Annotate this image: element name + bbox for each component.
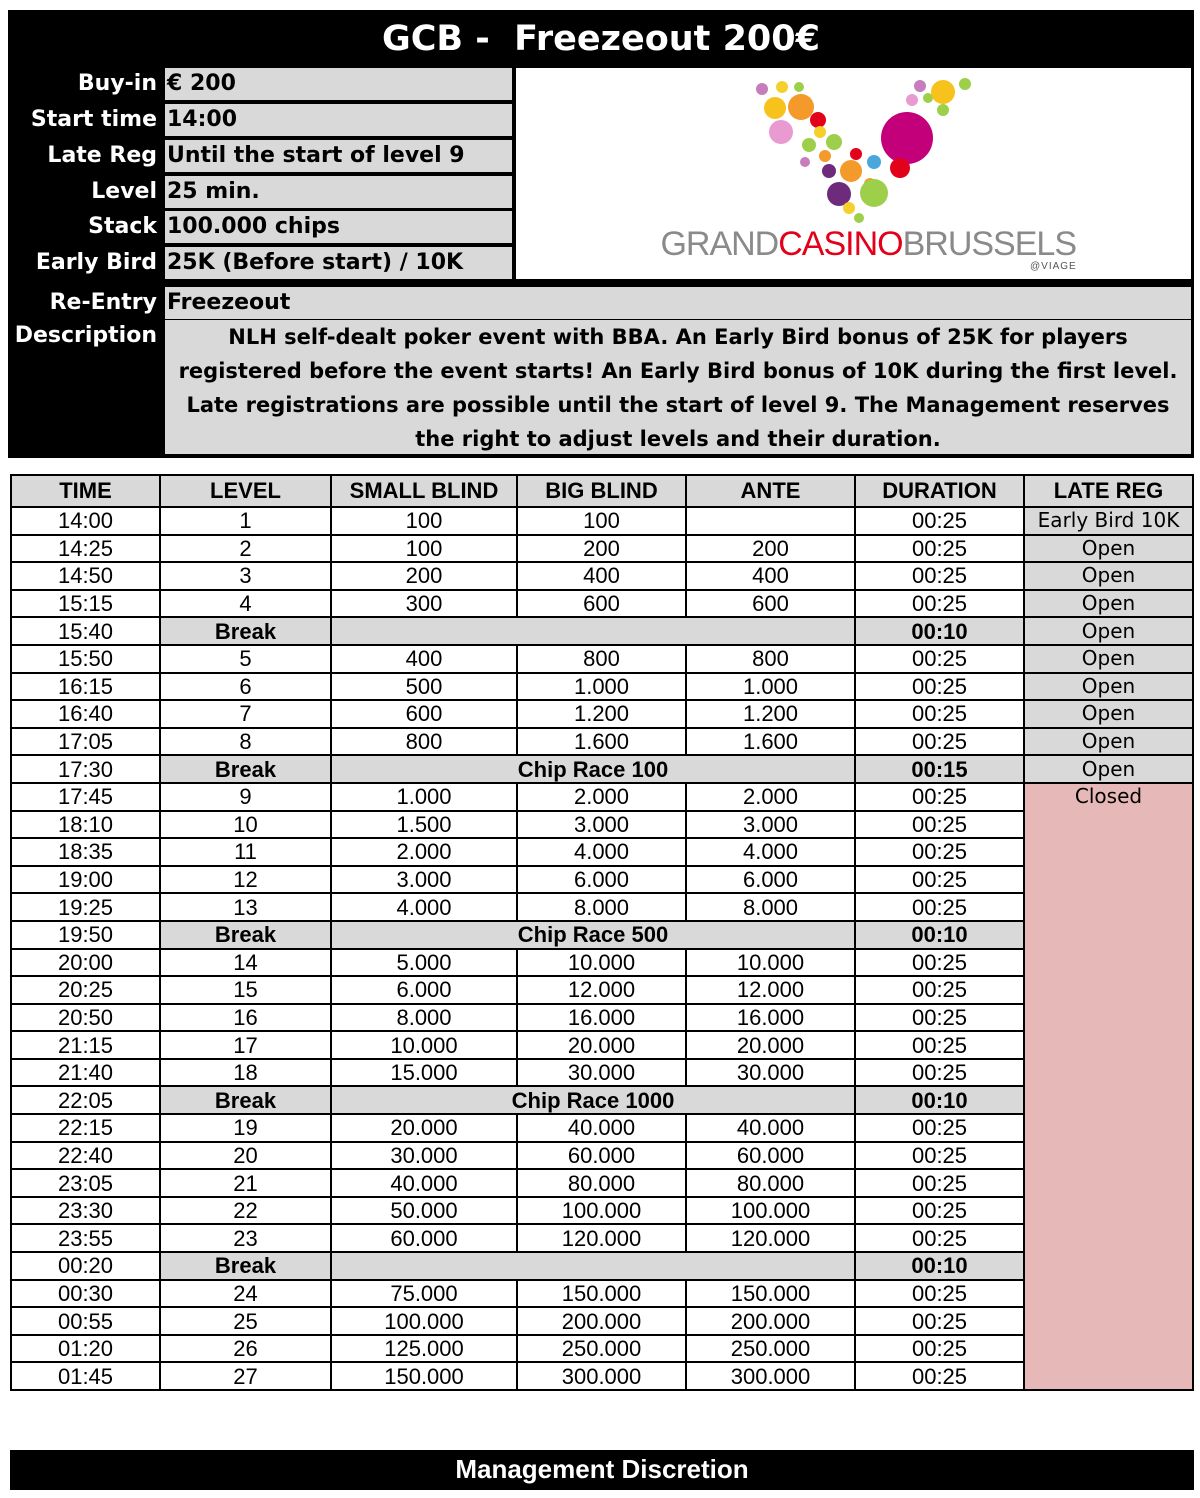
break-row <box>11 1086 1193 1114</box>
level-row <box>11 700 1193 728</box>
big-blind-cell: 4.000 <box>517 838 686 866</box>
ante-cell: 4.000 <box>686 838 855 866</box>
time-cell: 15:50 <box>11 645 160 673</box>
level-row <box>11 507 1193 535</box>
duration-cell: 00:25 <box>855 949 1024 977</box>
level-row <box>11 535 1193 563</box>
level-cell: 25 <box>160 1307 331 1335</box>
logo-part-casino: CASINO <box>778 225 903 263</box>
duration-cell: 00:25 <box>855 673 1024 701</box>
ante-cell: 2.000 <box>686 783 855 811</box>
duration-cell: 00:25 <box>855 1280 1024 1308</box>
big-blind-cell: 800 <box>517 645 686 673</box>
level-row <box>11 811 1193 839</box>
table-header-row <box>11 475 1193 507</box>
level-cell: 16 <box>160 1004 331 1032</box>
header-time: TIME <box>11 475 160 507</box>
duration-cell: 00:25 <box>855 1169 1024 1197</box>
header-ante: ANTE <box>686 475 855 507</box>
time-cell: 14:50 <box>11 562 160 590</box>
duration-cell: 00:25 <box>855 1004 1024 1032</box>
ante-cell: 100.000 <box>686 1197 855 1225</box>
level-cell: 17 <box>160 1031 331 1059</box>
break-label: Break <box>160 617 331 645</box>
big-blind-cell: 150.000 <box>517 1280 686 1308</box>
early-bird-value: 25K (Before start) / 10K <box>165 247 512 279</box>
level-cell: 1 <box>160 507 331 535</box>
duration-cell: 00:25 <box>855 1224 1024 1252</box>
level-cell: 7 <box>160 700 331 728</box>
chip-race-note: Chip Race 1000 <box>331 1086 855 1114</box>
time-cell: 20:50 <box>11 1004 160 1032</box>
level-row <box>11 1362 1193 1390</box>
ante-cell <box>686 507 855 535</box>
time-cell: 15:15 <box>11 590 160 618</box>
level-cell: 23 <box>160 1224 331 1252</box>
big-blind-cell: 1.000 <box>517 673 686 701</box>
ante-cell: 6.000 <box>686 866 855 894</box>
duration-cell: 00:25 <box>855 1197 1024 1225</box>
ante-cell: 3.000 <box>686 811 855 839</box>
big-blind-cell: 120.000 <box>517 1224 686 1252</box>
time-cell: 01:20 <box>11 1335 160 1363</box>
time-cell: 01:45 <box>11 1362 160 1390</box>
big-blind-cell: 200 <box>517 535 686 563</box>
big-blind-cell: 6.000 <box>517 866 686 894</box>
casino-logo-wordmark <box>516 224 1076 264</box>
small-blind-cell: 30.000 <box>331 1142 517 1170</box>
level-label: Level <box>91 179 157 204</box>
level-cell: 15 <box>160 976 331 1004</box>
page-title: GCB - Freezeout 200€ <box>382 19 820 59</box>
late-reg-status: Open <box>1024 617 1193 645</box>
level-row <box>11 673 1193 701</box>
time-cell: 00:20 <box>11 1252 160 1280</box>
big-blind-cell: 80.000 <box>517 1169 686 1197</box>
big-blind-cell: 8.000 <box>517 893 686 921</box>
ante-cell: 60.000 <box>686 1142 855 1170</box>
big-blind-cell: 1.600 <box>517 728 686 756</box>
late-reg-status: Open <box>1024 645 1193 673</box>
small-blind-cell: 100 <box>331 535 517 563</box>
big-blind-cell: 2.000 <box>517 783 686 811</box>
duration-cell: 00:25 <box>855 1031 1024 1059</box>
level-row <box>11 562 1193 590</box>
header-late-reg: LATE REG <box>1024 475 1193 507</box>
level-row <box>11 949 1193 977</box>
management-discretion-footer: Management Discretion <box>10 1450 1194 1490</box>
late-reg-label: Late Reg <box>47 143 157 168</box>
time-cell: 20:00 <box>11 949 160 977</box>
level-row <box>11 590 1193 618</box>
small-blind-cell: 5.000 <box>331 949 517 977</box>
ante-cell: 120.000 <box>686 1224 855 1252</box>
big-blind-cell: 10.000 <box>517 949 686 977</box>
small-blind-cell: 1.000 <box>331 783 517 811</box>
duration-cell: 00:25 <box>855 507 1024 535</box>
time-cell: 21:15 <box>11 1031 160 1059</box>
duration-cell: 00:25 <box>855 1142 1024 1170</box>
level-row <box>11 893 1193 921</box>
small-blind-cell: 4.000 <box>331 893 517 921</box>
late-reg-status: Open <box>1024 673 1193 701</box>
duration-cell: 00:25 <box>855 1307 1024 1335</box>
break-row <box>11 1252 1193 1280</box>
level-row <box>11 1031 1193 1059</box>
time-cell: 23:55 <box>11 1224 160 1252</box>
duration-cell: 00:25 <box>855 645 1024 673</box>
level-row <box>11 1004 1193 1032</box>
level-row <box>11 1280 1193 1308</box>
duration-cell: 00:25 <box>855 976 1024 1004</box>
small-blind-cell: 50.000 <box>331 1197 517 1225</box>
level-row <box>11 1224 1193 1252</box>
ante-cell: 300.000 <box>686 1362 855 1390</box>
ante-cell: 250.000 <box>686 1335 855 1363</box>
level-cell: 6 <box>160 673 331 701</box>
big-blind-cell: 100 <box>517 507 686 535</box>
duration-cell: 00:25 <box>855 728 1024 756</box>
header-level: LEVEL <box>160 475 331 507</box>
level-cell: 20 <box>160 1142 331 1170</box>
big-blind-cell: 250.000 <box>517 1335 686 1363</box>
level-cell: 4 <box>160 590 331 618</box>
level-row <box>11 1114 1193 1142</box>
ante-cell: 16.000 <box>686 1004 855 1032</box>
early-bird-label: Early Bird <box>35 250 157 275</box>
late-reg-status: Open <box>1024 755 1193 783</box>
break-label: Break <box>160 921 331 949</box>
big-blind-cell: 40.000 <box>517 1114 686 1142</box>
start-time-value: 14:00 <box>165 104 512 136</box>
casino-logo <box>516 68 1191 279</box>
chip-race-note: Chip Race 100 <box>331 755 855 783</box>
level-cell: 2 <box>160 535 331 563</box>
time-cell: 18:35 <box>11 838 160 866</box>
description-label: Description <box>14 323 157 348</box>
big-blind-cell: 12.000 <box>517 976 686 1004</box>
small-blind-cell: 125.000 <box>331 1335 517 1363</box>
level-cell: 8 <box>160 728 331 756</box>
late-reg-value: Until the start of level 9 <box>165 140 512 172</box>
ante-cell: 150.000 <box>686 1280 855 1308</box>
header-duration: DURATION <box>855 475 1024 507</box>
duration-cell: 00:25 <box>855 1362 1024 1390</box>
time-cell: 15:40 <box>11 617 160 645</box>
duration-cell: 00:25 <box>855 838 1024 866</box>
small-blind-cell: 100.000 <box>331 1307 517 1335</box>
level-row <box>11 1059 1193 1087</box>
logo-part-brussels: BRUSSELS <box>902 225 1076 263</box>
time-cell: 17:05 <box>11 728 160 756</box>
big-blind-cell: 600 <box>517 590 686 618</box>
level-row <box>11 1335 1193 1363</box>
blind-structure-table <box>10 474 1194 1391</box>
level-cell: 22 <box>160 1197 331 1225</box>
big-blind-cell: 200.000 <box>517 1307 686 1335</box>
small-blind-cell: 75.000 <box>331 1280 517 1308</box>
ante-cell: 12.000 <box>686 976 855 1004</box>
duration-cell: 00:25 <box>855 1114 1024 1142</box>
level-cell: 11 <box>160 838 331 866</box>
level-cell: 3 <box>160 562 331 590</box>
late-reg-closed: Closed <box>1024 783 1193 1390</box>
time-cell: 23:30 <box>11 1197 160 1225</box>
small-blind-cell: 300 <box>331 590 517 618</box>
time-cell: 20:25 <box>11 976 160 1004</box>
level-row <box>11 645 1193 673</box>
ante-cell: 200.000 <box>686 1307 855 1335</box>
break-label: Break <box>160 755 331 783</box>
big-blind-cell: 30.000 <box>517 1059 686 1087</box>
small-blind-cell: 15.000 <box>331 1059 517 1087</box>
ante-cell: 1.600 <box>686 728 855 756</box>
level-cell: 27 <box>160 1362 331 1390</box>
time-cell: 00:55 <box>11 1307 160 1335</box>
logo-part-grand: GRAND <box>660 225 779 263</box>
time-cell: 17:45 <box>11 783 160 811</box>
duration-cell: 00:25 <box>855 590 1024 618</box>
time-cell: 18:10 <box>11 811 160 839</box>
level-row <box>11 866 1193 894</box>
confetti-v-logo-icon <box>516 68 1191 228</box>
level-cell: 18 <box>160 1059 331 1087</box>
big-blind-cell: 20.000 <box>517 1031 686 1059</box>
small-blind-cell: 800 <box>331 728 517 756</box>
ante-cell: 10.000 <box>686 949 855 977</box>
ante-cell: 30.000 <box>686 1059 855 1087</box>
time-cell: 19:50 <box>11 921 160 949</box>
level-cell: 19 <box>160 1114 331 1142</box>
duration-cell: 00:10 <box>855 1086 1024 1114</box>
ante-cell: 200 <box>686 535 855 563</box>
time-cell: 16:40 <box>11 700 160 728</box>
ante-cell: 40.000 <box>686 1114 855 1142</box>
duration-cell: 00:25 <box>855 783 1024 811</box>
late-reg-status: Open <box>1024 590 1193 618</box>
level-cell: 24 <box>160 1280 331 1308</box>
level-row <box>11 728 1193 756</box>
big-blind-cell: 60.000 <box>517 1142 686 1170</box>
duration-cell: 00:10 <box>855 921 1024 949</box>
late-reg-status: Open <box>1024 728 1193 756</box>
level-row <box>11 838 1193 866</box>
small-blind-cell: 10.000 <box>331 1031 517 1059</box>
duration-cell: 00:25 <box>855 562 1024 590</box>
start-time-label: Start time <box>30 107 157 132</box>
level-cell: 10 <box>160 811 331 839</box>
big-blind-cell: 16.000 <box>517 1004 686 1032</box>
chip-race-note <box>331 1252 855 1280</box>
ante-cell: 600 <box>686 590 855 618</box>
small-blind-cell: 500 <box>331 673 517 701</box>
big-blind-cell: 400 <box>517 562 686 590</box>
level-row <box>11 1169 1193 1197</box>
tournament-info-panel <box>8 10 1194 458</box>
break-label: Break <box>160 1252 331 1280</box>
time-cell: 17:30 <box>11 755 160 783</box>
ante-cell: 8.000 <box>686 893 855 921</box>
time-cell: 16:15 <box>11 673 160 701</box>
buy-in-value: € 200 <box>165 68 512 100</box>
small-blind-cell: 600 <box>331 700 517 728</box>
small-blind-cell: 100 <box>331 507 517 535</box>
time-cell: 22:05 <box>11 1086 160 1114</box>
break-row <box>11 755 1193 783</box>
late-reg-status: Open <box>1024 562 1193 590</box>
header-big-blind: BIG BLIND <box>517 475 686 507</box>
time-cell: 19:25 <box>11 893 160 921</box>
buy-in-label: Buy-in <box>77 71 157 96</box>
duration-cell: 00:25 <box>855 866 1024 894</box>
duration-cell: 00:25 <box>855 1335 1024 1363</box>
break-row <box>11 921 1193 949</box>
duration-cell: 00:25 <box>855 811 1024 839</box>
level-value: 25 min. <box>165 176 512 208</box>
time-cell: 00:30 <box>11 1280 160 1308</box>
duration-cell: 00:25 <box>855 1059 1024 1087</box>
time-cell: 23:05 <box>11 1169 160 1197</box>
duration-cell: 00:25 <box>855 893 1024 921</box>
stack-label: Stack <box>88 214 157 239</box>
duration-cell: 00:10 <box>855 617 1024 645</box>
small-blind-cell: 2.000 <box>331 838 517 866</box>
big-blind-cell: 3.000 <box>517 811 686 839</box>
big-blind-cell: 300.000 <box>517 1362 686 1390</box>
ante-cell: 1.200 <box>686 700 855 728</box>
big-blind-cell: 100.000 <box>517 1197 686 1225</box>
ante-cell: 800 <box>686 645 855 673</box>
table-body <box>11 507 1193 1390</box>
ante-cell: 20.000 <box>686 1031 855 1059</box>
level-cell: 14 <box>160 949 331 977</box>
time-cell: 22:40 <box>11 1142 160 1170</box>
time-cell: 22:15 <box>11 1114 160 1142</box>
ante-cell: 1.000 <box>686 673 855 701</box>
late-reg-status: Open <box>1024 700 1193 728</box>
level-row <box>11 783 1193 811</box>
level-cell: 9 <box>160 783 331 811</box>
small-blind-cell: 20.000 <box>331 1114 517 1142</box>
level-cell: 12 <box>160 866 331 894</box>
level-row <box>11 976 1193 1004</box>
time-cell: 19:00 <box>11 866 160 894</box>
small-blind-cell: 200 <box>331 562 517 590</box>
level-row <box>11 1142 1193 1170</box>
big-blind-cell: 1.200 <box>517 700 686 728</box>
duration-cell: 00:10 <box>855 1252 1024 1280</box>
ante-cell: 400 <box>686 562 855 590</box>
small-blind-cell: 1.500 <box>331 811 517 839</box>
stack-value: 100.000 chips <box>165 211 512 243</box>
small-blind-cell: 8.000 <box>331 1004 517 1032</box>
small-blind-cell: 3.000 <box>331 866 517 894</box>
duration-cell: 00:25 <box>855 700 1024 728</box>
level-cell: 21 <box>160 1169 331 1197</box>
small-blind-cell: 150.000 <box>331 1362 517 1390</box>
chip-race-note <box>331 617 855 645</box>
level-cell: 13 <box>160 893 331 921</box>
late-reg-status: Early Bird 10K <box>1024 507 1193 535</box>
small-blind-cell: 60.000 <box>331 1224 517 1252</box>
duration-cell: 00:15 <box>855 755 1024 783</box>
time-cell: 14:00 <box>11 507 160 535</box>
level-cell: 5 <box>160 645 331 673</box>
level-row <box>11 1307 1193 1335</box>
logo-viage: @VIAGE <box>1030 261 1077 272</box>
time-cell: 21:40 <box>11 1059 160 1087</box>
break-label: Break <box>160 1086 331 1114</box>
small-blind-cell: 40.000 <box>331 1169 517 1197</box>
break-row <box>11 617 1193 645</box>
late-reg-status: Open <box>1024 535 1193 563</box>
small-blind-cell: 6.000 <box>331 976 517 1004</box>
duration-cell: 00:25 <box>855 535 1024 563</box>
reentry-label: Re-Entry <box>49 290 157 315</box>
ante-cell: 80.000 <box>686 1169 855 1197</box>
chip-race-note: Chip Race 500 <box>331 921 855 949</box>
level-cell: 26 <box>160 1335 331 1363</box>
time-cell: 14:25 <box>11 535 160 563</box>
level-row <box>11 1197 1193 1225</box>
reentry-value: Freezeout <box>165 287 1191 319</box>
small-blind-cell: 400 <box>331 645 517 673</box>
description-text: NLH self-dealt poker event with BBA. An Early Bird bonus of 25K for players registered before the event starts! An Early Bird bonus of 10K during the first level. Late registrations are possible until the start of level 9. The Management reserves the right to adjust levels and their duration. <box>165 320 1191 454</box>
header-small-blind: SMALL BLIND <box>331 475 517 507</box>
